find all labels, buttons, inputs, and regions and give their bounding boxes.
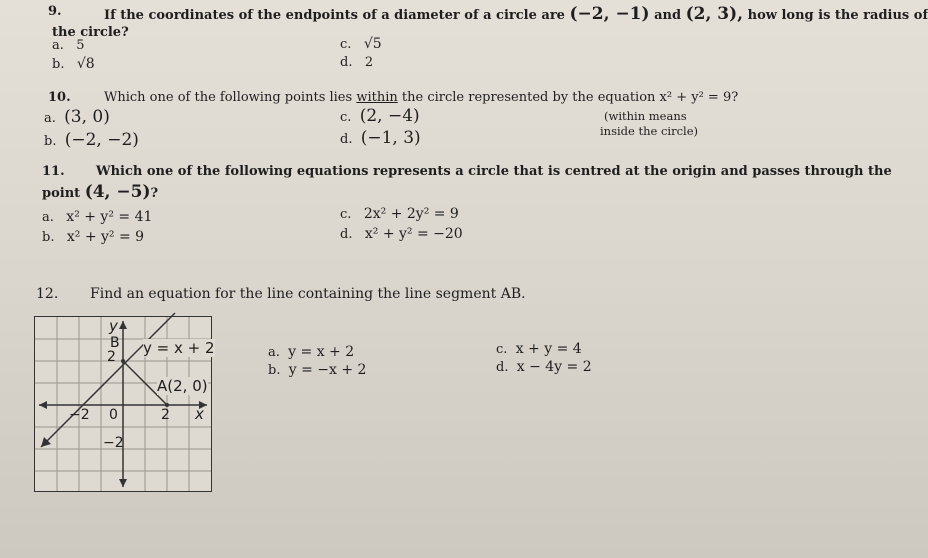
option-value: x − 4y = 2 bbox=[516, 359, 592, 375]
q11-text-line2 bbox=[42, 182, 158, 202]
option-letter: a. bbox=[52, 38, 64, 53]
q10-text2: the circle represented by the equation x² + y² = 9? bbox=[401, 90, 739, 105]
option-letter: c. bbox=[340, 37, 352, 52]
q11-point: (4, −5) bbox=[84, 182, 151, 202]
q12-option-c bbox=[496, 341, 582, 357]
option-letter: b. bbox=[52, 57, 65, 72]
q12-option-a bbox=[268, 344, 354, 360]
option-letter: a. bbox=[268, 345, 280, 360]
option-letter: a. bbox=[44, 111, 56, 126]
option-value: y = x + 2 bbox=[288, 344, 355, 360]
option-letter: d. bbox=[340, 55, 353, 70]
point-b-value: 2 bbox=[107, 349, 116, 365]
option-value: x² + y² = 9 bbox=[66, 229, 145, 245]
option-value: 2x² + 2y² = 9 bbox=[363, 206, 459, 222]
x-tick-neg2: −2 bbox=[69, 407, 90, 423]
origin-label: 0 bbox=[109, 407, 118, 423]
q9-text3: the circle? bbox=[52, 25, 129, 40]
q12-graph bbox=[34, 316, 215, 492]
q10-option-a bbox=[44, 107, 110, 127]
q9-text-line1 bbox=[104, 4, 928, 24]
option-value: y = −x + 2 bbox=[288, 362, 367, 378]
q10-text bbox=[104, 90, 738, 105]
y-tick-neg2: −2 bbox=[103, 435, 124, 451]
q11-text2a: point bbox=[42, 186, 81, 201]
q9-text2: how long is the radius of bbox=[747, 8, 928, 23]
option-value: √8 bbox=[76, 56, 95, 72]
x-axis-label: x bbox=[195, 405, 204, 423]
q9-number: 9. bbox=[48, 4, 62, 19]
q9-option-c bbox=[340, 36, 382, 52]
q11-number: 11. bbox=[42, 164, 65, 179]
q11-option-b bbox=[42, 229, 144, 245]
q10-within: within bbox=[356, 90, 398, 105]
option-value: x² + y² = 41 bbox=[66, 209, 153, 225]
x-tick-2: 2 bbox=[161, 407, 170, 423]
q9-option-b bbox=[52, 56, 95, 72]
q11-option-a bbox=[42, 209, 152, 225]
option-value: x + y = 4 bbox=[515, 341, 582, 357]
q11-text2b: ? bbox=[150, 186, 159, 201]
q9-and: and bbox=[654, 8, 682, 23]
option-value: (−2, −2) bbox=[64, 130, 139, 150]
option-value: 5 bbox=[76, 38, 85, 53]
option-letter: d. bbox=[340, 132, 353, 147]
option-value: (2, −4) bbox=[359, 106, 420, 126]
q9-text1: If the coordinates of the endpoints of a diameter of a circle are bbox=[104, 8, 565, 23]
option-value: 2 bbox=[364, 55, 374, 70]
q10-note-line1: (within means bbox=[604, 109, 687, 123]
q11-option-c bbox=[340, 206, 459, 222]
option-value: √5 bbox=[363, 36, 382, 52]
option-value: x² + y² = −20 bbox=[364, 226, 463, 242]
q11-option-d bbox=[340, 226, 463, 242]
q9-option-a bbox=[52, 38, 85, 53]
y-axis-label: y bbox=[109, 317, 118, 335]
q10-note-line2: inside the circle) bbox=[600, 124, 699, 138]
q10-option-c bbox=[340, 106, 420, 126]
option-letter: b. bbox=[268, 363, 281, 378]
option-value: (3, 0) bbox=[64, 107, 110, 127]
option-letter: c. bbox=[340, 207, 352, 222]
option-letter: c. bbox=[340, 110, 352, 125]
option-letter: b. bbox=[44, 134, 57, 149]
q10-text1: Which one of the following points lies bbox=[104, 90, 353, 105]
line-label: y = x + 2 bbox=[143, 339, 215, 357]
q10-option-b bbox=[44, 130, 139, 150]
y-axis-arrow-down bbox=[119, 479, 127, 487]
q10-option-d bbox=[340, 128, 421, 148]
y-axis-arrow-up bbox=[119, 321, 127, 329]
q11-text1: Which one of the following equations represents a circle that is centred at the origin and passes through the bbox=[96, 164, 892, 179]
q12-number: 12. bbox=[36, 286, 59, 302]
option-letter: a. bbox=[42, 210, 54, 225]
q9-point2: (2, 3), bbox=[685, 4, 744, 24]
point-b-dot bbox=[121, 359, 125, 363]
option-letter: d. bbox=[496, 360, 509, 375]
q10-number: 10. bbox=[48, 90, 71, 105]
option-value: (−1, 3) bbox=[360, 128, 421, 148]
option-letter: b. bbox=[42, 230, 55, 245]
option-letter: c. bbox=[496, 342, 508, 357]
q12-option-b bbox=[268, 362, 366, 378]
q12-text: Find an equation for the line containing the line segment AB. bbox=[90, 286, 526, 302]
option-letter: d. bbox=[340, 227, 353, 242]
q12-option-d bbox=[496, 359, 592, 375]
x-axis-arrow-left bbox=[39, 401, 47, 409]
q9-point1: (−2, −1) bbox=[569, 4, 650, 24]
point-b-label: B bbox=[110, 335, 120, 351]
q9-option-d bbox=[340, 55, 373, 70]
point-a-label: A(2, 0) bbox=[157, 377, 208, 395]
